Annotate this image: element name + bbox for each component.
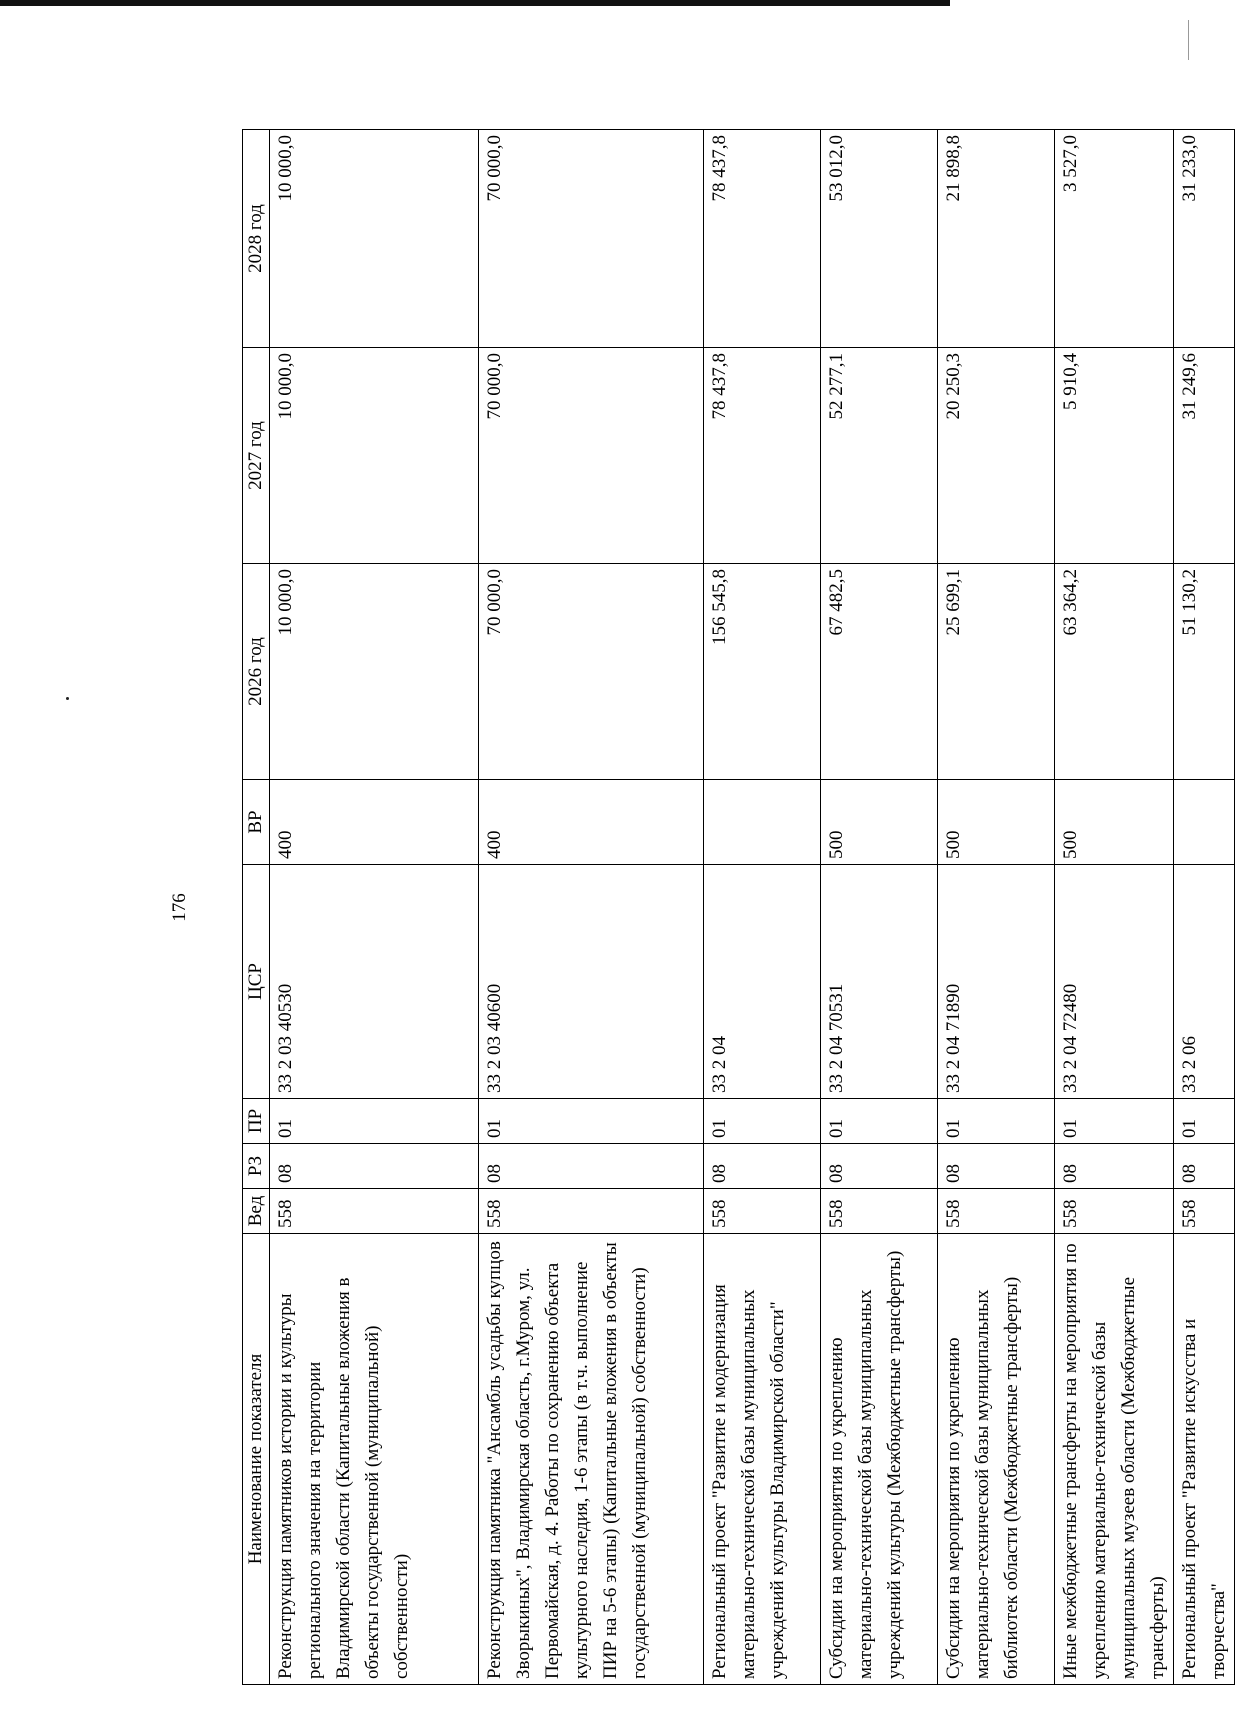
cell-csr: 33 2 04 bbox=[704, 865, 821, 1099]
cell-2027: 20 250,3 bbox=[938, 348, 1055, 564]
budget-table bbox=[242, 129, 1235, 1685]
cell-2026: 51 130,2 bbox=[1174, 564, 1235, 780]
table-row bbox=[704, 130, 821, 1685]
cell-pr: 01 bbox=[704, 1099, 821, 1144]
header-csr: ЦСР bbox=[243, 865, 270, 1099]
cell-name: Реконструкция памятников истории и культуры регионального значения на территории Владимирской области (Капитальные вложения в объекты государственной (муниципальной) собственности) bbox=[270, 1234, 479, 1685]
cell-2026: 10 000,0 bbox=[270, 564, 479, 780]
header-pr: ПР bbox=[243, 1099, 270, 1144]
cell-vr bbox=[704, 780, 821, 865]
scan-border bbox=[0, 0, 950, 6]
header-2027: 2027 год bbox=[243, 348, 270, 564]
header-rz: РЗ bbox=[243, 1144, 270, 1189]
cell-2026: 67 482,5 bbox=[821, 564, 938, 780]
cell-pr: 01 bbox=[479, 1099, 704, 1144]
cell-ved: 558 bbox=[1055, 1189, 1174, 1234]
cell-2026: 70 000,0 bbox=[479, 564, 704, 780]
cell-ved: 558 bbox=[270, 1189, 479, 1234]
table-row bbox=[270, 130, 479, 1685]
cell-pr: 01 bbox=[821, 1099, 938, 1144]
header-name: Наименование показателя bbox=[243, 1234, 270, 1685]
cell-2028: 31 233,0 bbox=[1174, 130, 1235, 348]
cell-2026: 156 545,8 bbox=[704, 564, 821, 780]
cell-vr: 400 bbox=[270, 780, 479, 865]
cell-name: Региональный проект "Развитие и модернизация материально-технической базы муниципальных учреждений культуры Владимирской области" bbox=[704, 1234, 821, 1685]
cell-vr bbox=[1174, 780, 1235, 865]
cell-name: Субсидии на мероприятия по укреплению материально-технической базы муниципальных учреждений культуры (Межбюджетные трансферты) bbox=[821, 1234, 938, 1685]
cell-2027: 31 249,6 bbox=[1174, 348, 1235, 564]
cell-2026: 63 364,2 bbox=[1055, 564, 1174, 780]
cell-vr: 500 bbox=[1055, 780, 1174, 865]
cell-vr: 500 bbox=[821, 780, 938, 865]
table-row bbox=[1055, 130, 1174, 1685]
cell-2028: 21 898,8 bbox=[938, 130, 1055, 348]
cell-rz: 08 bbox=[1055, 1144, 1174, 1189]
cell-pr: 01 bbox=[1055, 1099, 1174, 1144]
cell-2026: 25 699,1 bbox=[938, 564, 1055, 780]
header-2028: 2028 год bbox=[243, 130, 270, 348]
header-2026: 2026 год bbox=[243, 564, 270, 780]
cell-csr: 33 2 06 bbox=[1174, 865, 1235, 1099]
cell-rz: 08 bbox=[704, 1144, 821, 1189]
cell-2027: 52 277,1 bbox=[821, 348, 938, 564]
table-header-row bbox=[243, 130, 270, 1685]
cell-ved: 558 bbox=[821, 1189, 938, 1234]
cell-2028: 78 437,8 bbox=[704, 130, 821, 348]
cell-name: Иные межбюджетные трансферты на мероприятия по укреплению материально-технической базы муниципальных музеев области (Межбюджетные трансферты) bbox=[1055, 1234, 1174, 1685]
cell-rz: 08 bbox=[938, 1144, 1055, 1189]
cell-csr: 33 2 04 70531 bbox=[821, 865, 938, 1099]
cell-2028: 70 000,0 bbox=[479, 130, 704, 348]
table-row bbox=[938, 130, 1055, 1685]
cell-name: Реконструкция памятника "Ансамбль усадьбы купцов Зворыкиных", Владимирская область, г.Муром, ул. Первомайская, д. 4. Работы по сохранению объекта культурного наследия, 1-6 этапы (в т.ч. выполнение ПИР на 5-6 этапы) (Капитальные вложения в объекты государственной (муниципальной) собственности) bbox=[479, 1234, 704, 1685]
cell-name: Субсидии на мероприятия по укреплению материально-технической базы муниципальных библиотек области (Межбюджетные трансферты) bbox=[938, 1234, 1055, 1685]
header-vr: ВР bbox=[243, 780, 270, 865]
cell-csr: 33 2 04 72480 bbox=[1055, 865, 1174, 1099]
cell-vr: 500 bbox=[938, 780, 1055, 865]
cell-pr: 01 bbox=[270, 1099, 479, 1144]
cell-2028: 53 012,0 bbox=[821, 130, 938, 348]
cell-rz: 08 bbox=[821, 1144, 938, 1189]
rotated-page bbox=[169, 130, 1229, 1685]
cell-name: Региональный проект "Развитие искусства и творчества" bbox=[1174, 1234, 1235, 1685]
cell-ved: 558 bbox=[479, 1189, 704, 1234]
scan-speck bbox=[66, 697, 69, 700]
scan-edge-mark bbox=[1188, 20, 1189, 60]
cell-rz: 08 bbox=[479, 1144, 704, 1189]
cell-2028: 10 000,0 bbox=[270, 130, 479, 348]
cell-2027: 5 910,4 bbox=[1055, 348, 1174, 564]
cell-rz: 08 bbox=[270, 1144, 479, 1189]
cell-csr: 33 2 03 40530 bbox=[270, 865, 479, 1099]
cell-vr: 400 bbox=[479, 780, 704, 865]
cell-ved: 558 bbox=[704, 1189, 821, 1234]
cell-2028: 3 527,0 bbox=[1055, 130, 1174, 348]
cell-rz: 08 bbox=[1174, 1144, 1235, 1189]
cell-ved: 558 bbox=[1174, 1189, 1235, 1234]
header-ved: Вед bbox=[243, 1189, 270, 1234]
table-row bbox=[479, 130, 704, 1685]
cell-pr: 01 bbox=[938, 1099, 1055, 1144]
page-number: 176 bbox=[169, 893, 190, 922]
cell-2027: 70 000,0 bbox=[479, 348, 704, 564]
cell-2027: 78 437,8 bbox=[704, 348, 821, 564]
cell-pr: 01 bbox=[1174, 1099, 1235, 1144]
cell-ved: 558 bbox=[938, 1189, 1055, 1234]
table-row bbox=[1174, 130, 1235, 1685]
cell-csr: 33 2 04 71890 bbox=[938, 865, 1055, 1099]
cell-2027: 10 000,0 bbox=[270, 348, 479, 564]
cell-csr: 33 2 03 40600 bbox=[479, 865, 704, 1099]
table-row bbox=[821, 130, 938, 1685]
